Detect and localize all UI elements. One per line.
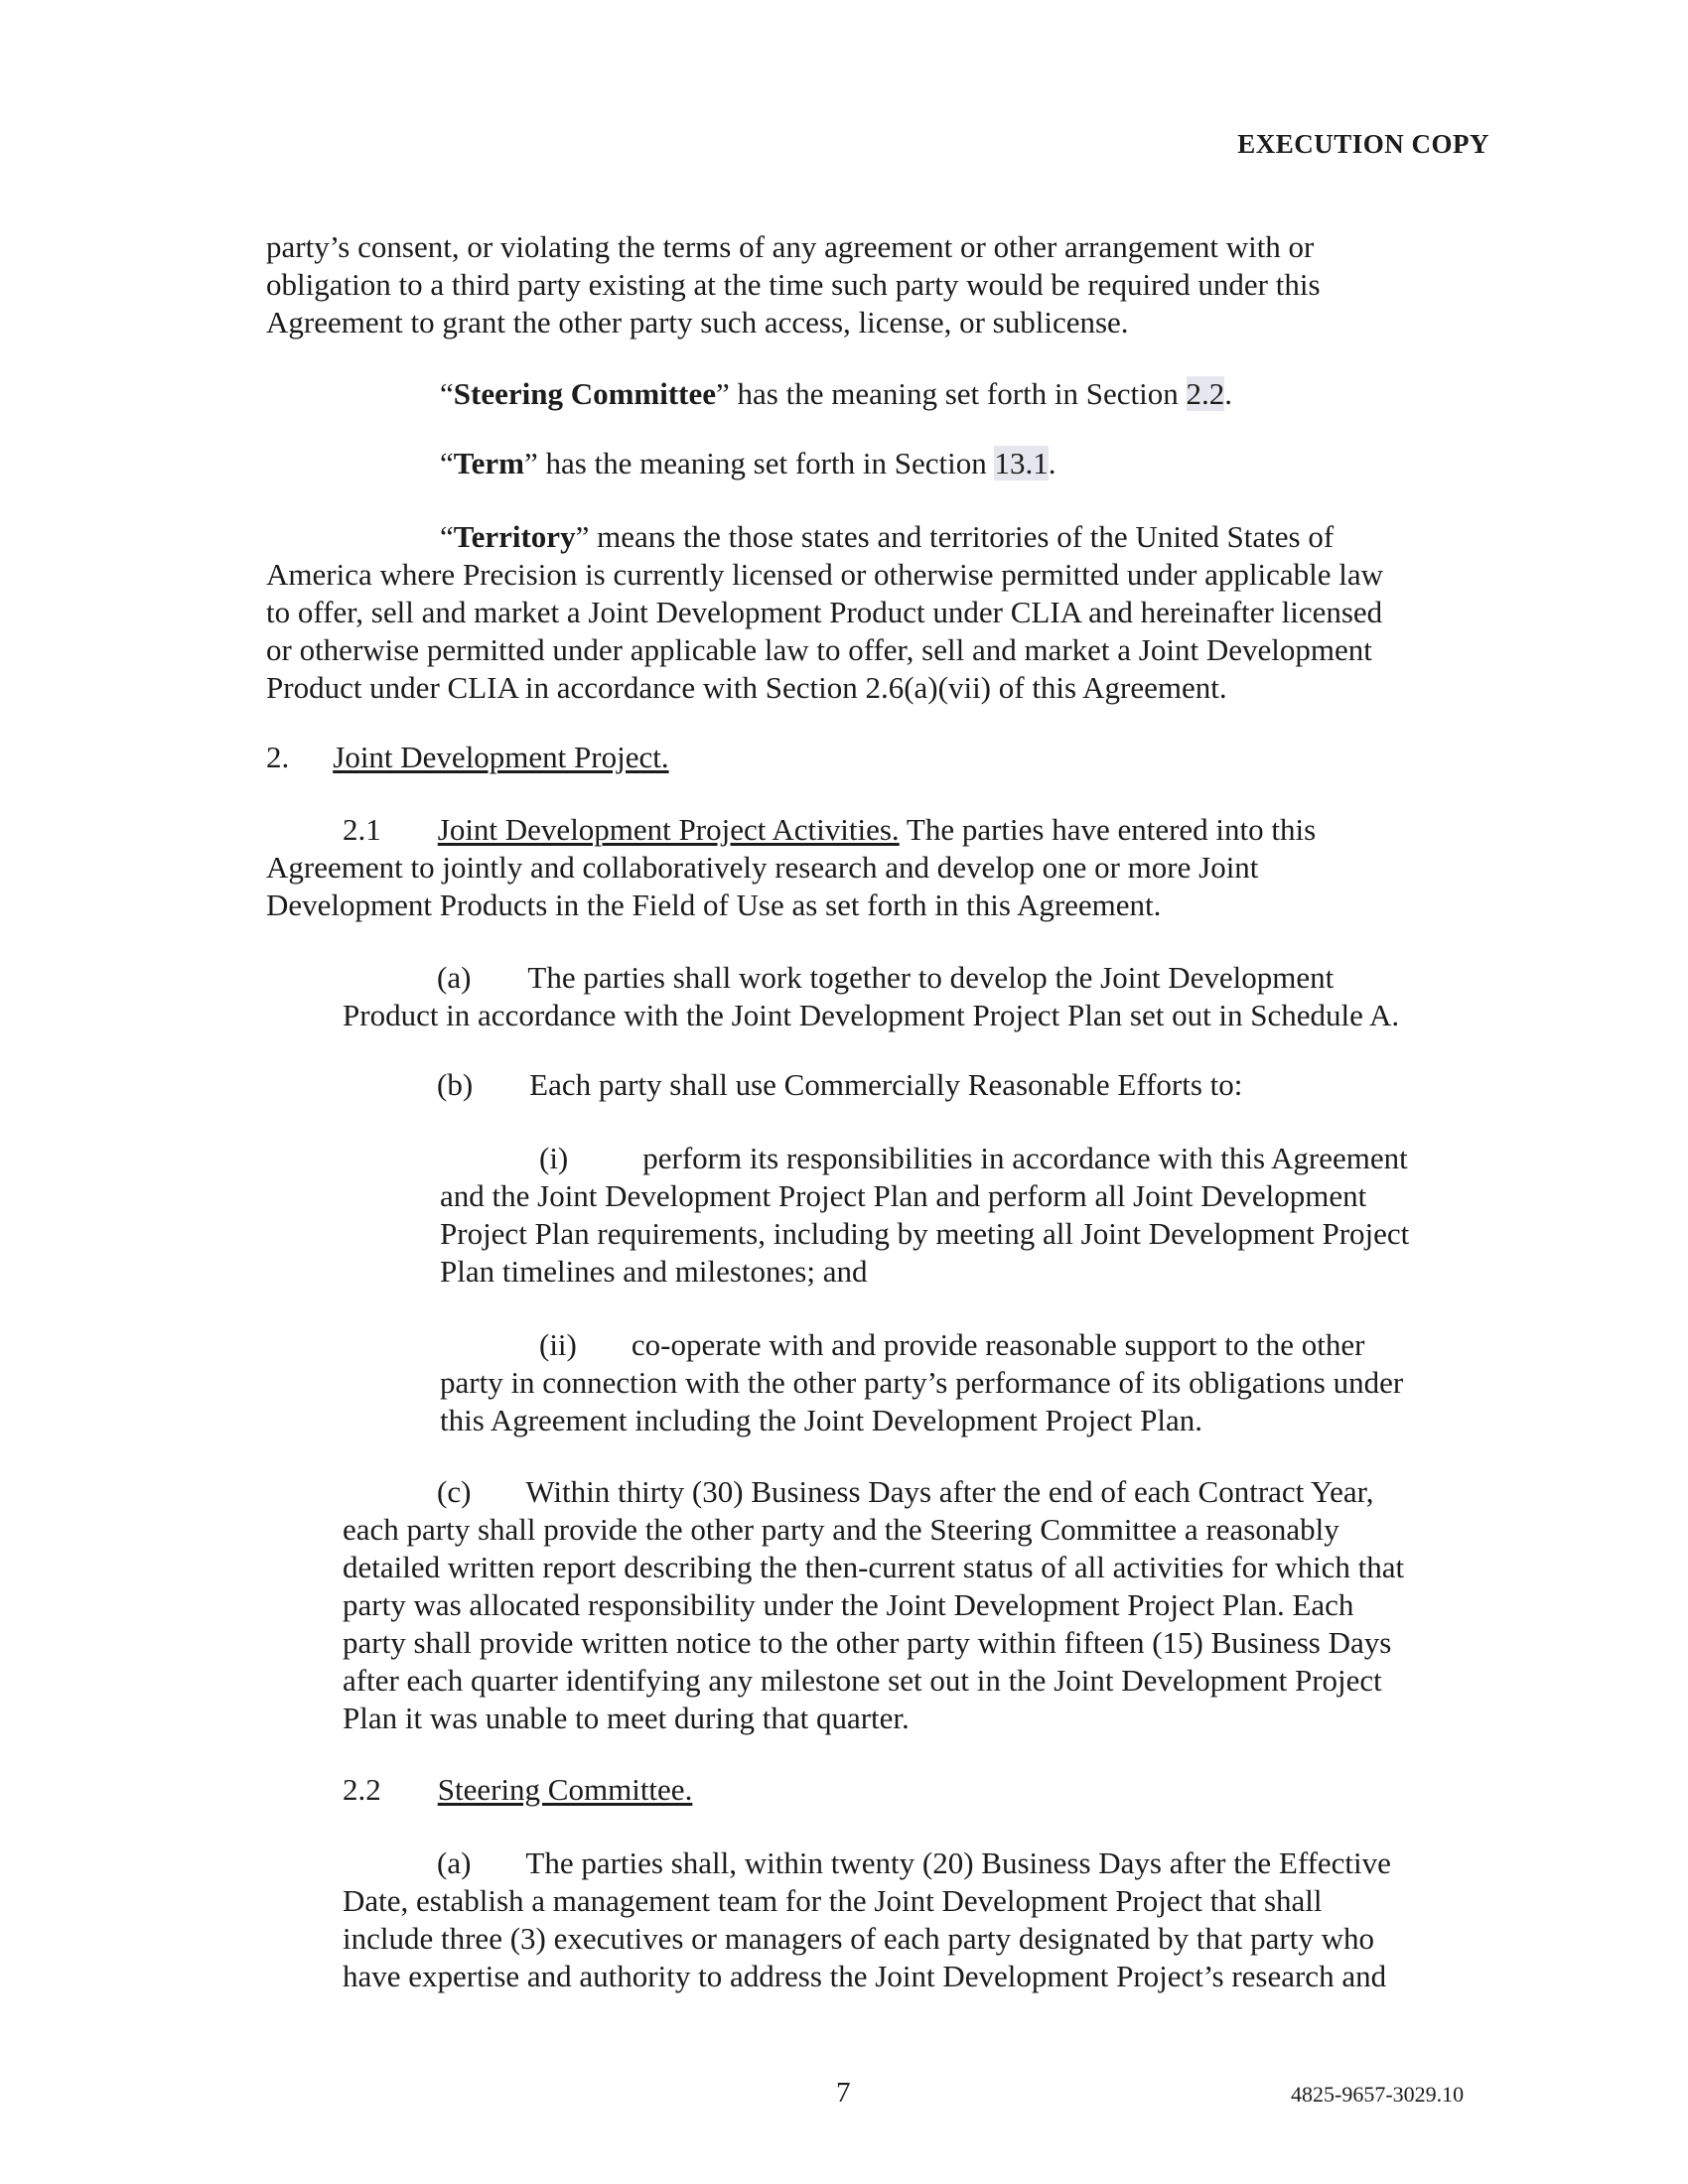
text-line: Project Plan requirements, including by meeting all Joint Development Project (440, 1216, 1410, 1251)
text-line (266, 518, 1383, 556)
text-line: party in connection with the other party’s performance of its obligations under (440, 1365, 1404, 1400)
text-line (343, 1844, 1391, 1882)
period: . (1048, 446, 1056, 480)
text-line: Plan timelines and milestones; and (440, 1254, 868, 1289)
clause-2-1-b (343, 1066, 1242, 1104)
defined-term: Term (453, 446, 524, 480)
text-line: each party shall provide the other party and the Steering Committee a reasonably (343, 1512, 1339, 1547)
text-line: Agreement to grant the other party such access, license, or sublicense. (266, 305, 1129, 340)
section-number: 2. (266, 740, 290, 774)
text-line (343, 959, 1399, 997)
close-quote: ” (716, 376, 730, 411)
text-line: and the Joint Development Project Plan and perform all Joint Development (440, 1178, 1367, 1213)
close-quote: ” (575, 519, 590, 554)
clause-label: (b) (437, 1067, 474, 1102)
definition-text: means the those states and territories of the United States of (589, 519, 1335, 554)
clause-label: (ii) (539, 1327, 577, 1362)
period: . (1224, 376, 1233, 411)
text-line: after each quarter identifying any milestone set out in the Joint Development Project (343, 1663, 1382, 1698)
section-title: Steering Committee. (437, 1772, 693, 1807)
clause-label: (i) (539, 1141, 569, 1175)
text-line (440, 1140, 1409, 1177)
text-line: have expertise and authority to address the Joint Development Project’s research and (343, 1959, 1387, 1993)
execution-copy-header: EXECUTION COPY (1237, 129, 1489, 159)
text-line: Development Products in the Field of Use as set forth in this Agreement. (266, 887, 1162, 922)
clause-2-1-b-ii (440, 1326, 1403, 1439)
clause-label: (a) (437, 1845, 472, 1880)
text-line: party shall provide written notice to the other party within fifteen (15) Business Days (343, 1625, 1392, 1660)
text-line: this Agreement including the Joint Development Project Plan. (440, 1403, 1202, 1437)
clause-label: (a) (437, 960, 472, 995)
text-line: or otherwise permitted under applicable law to offer, sell and market a Joint Development (266, 632, 1372, 667)
definition-territory (266, 518, 1383, 707)
open-quote: “ (440, 519, 454, 554)
close-quote: ” (523, 446, 538, 480)
section-title: Joint Development Project Activities. (437, 812, 900, 847)
text-line: include three (3) executives or managers of each party designated by that party who (343, 1921, 1374, 1956)
text-line (440, 1326, 1403, 1364)
document-id: 4825-9657-3029.10 (1291, 2082, 1465, 2107)
section-title: Joint Development Project. (333, 740, 669, 774)
definition-term (440, 445, 1055, 482)
text-line: obligation to a third party existing at the time such party would be required under this (266, 267, 1321, 302)
section-number: 2.1 (343, 812, 381, 847)
definition-text: has the meaning set forth in Section (537, 446, 995, 480)
text-line (343, 1473, 1404, 1511)
text-line: to offer, sell and market a Joint Development Product under CLIA and hereinafter licensed (266, 595, 1383, 629)
definition-text: has the meaning set forth in Section (729, 376, 1187, 411)
clause-text: perform its responsibilities in accordance with this Agreement (642, 1141, 1408, 1175)
section-2-2-heading (343, 1771, 692, 1809)
clause-text: Within thirty (30) Business Days after the end of each Contract Year, (525, 1474, 1374, 1509)
clause-text: co-operate with and provide reasonable support to the other (631, 1327, 1365, 1362)
defined-term: Territory (453, 519, 576, 554)
text-line: Agreement to jointly and collaboratively research and develop one or more Joint (266, 850, 1259, 885)
clause-2-1-c (343, 1473, 1404, 1737)
section-reference-link[interactable]: 2.2 (1186, 376, 1225, 411)
continuation-paragraph (266, 228, 1321, 341)
text-line: Product in accordance with the Joint Development Project Plan set out in Schedule A. (343, 998, 1400, 1032)
section-number: 2.2 (343, 1772, 381, 1807)
text-line: Date, establish a management team for the Joint Development Project that shall (343, 1883, 1323, 1918)
section-2-heading (266, 739, 669, 776)
page-number: 7 (836, 2077, 851, 2109)
clause-label: (c) (437, 1474, 472, 1509)
defined-term: Steering Committee (453, 376, 717, 411)
open-quote: “ (440, 446, 454, 480)
definition-steering-committee (440, 375, 1232, 413)
section-reference-link[interactable]: 13.1 (994, 446, 1049, 480)
clause-2-2-a (343, 1844, 1391, 1995)
text-line (266, 811, 1316, 849)
text-line: party’s consent, or violating the terms of any agreement or other arrangement with or (266, 229, 1315, 264)
text-line: party was allocated responsibility under the Joint Development Project Plan. Each (343, 1587, 1354, 1622)
clause-2-1-a (343, 959, 1399, 1034)
text-line: detailed written report describing the then-current status of all activities for which that (343, 1550, 1405, 1584)
open-quote: “ (440, 376, 454, 411)
text-line: Product under CLIA in accordance with Section 2.6(a)(vii) of this Agreement. (266, 670, 1227, 705)
clause-2-1-b-i (440, 1140, 1409, 1291)
text-line: America where Precision is currently licensed or otherwise permitted under applicable law (266, 557, 1384, 592)
clause-text: The parties shall work together to develop the Joint Development (527, 960, 1335, 995)
section-2-1-paragraph (266, 811, 1316, 924)
text-line: Plan it was unable to meet during that quarter. (343, 1701, 910, 1735)
paragraph-text: The parties have entered into this (899, 812, 1317, 847)
clause-text: Each party shall use Commercially Reasonable Efforts to: (529, 1067, 1243, 1102)
clause-text: The parties shall, within twenty (20) Business Days after the Effective (525, 1845, 1391, 1880)
